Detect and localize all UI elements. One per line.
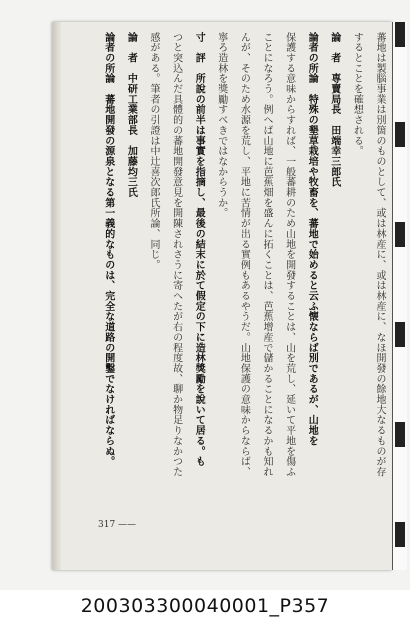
text-column: するとことを確想される。: [351, 32, 363, 157]
text-column: 論者の所論 蕃地開發の源泉となる第一義的なものは、完全な道路の開鑿でなければならぬ。: [102, 32, 114, 467]
text-column: んが、そのため水源を荒し、平地に苦情が出る實例もあるやうだ。山地保護の意味からならば、: [238, 32, 250, 478]
text-column: 論 者 専賣局長 田端幸三郎氏: [328, 32, 340, 188]
page-number: 317 ——: [98, 520, 137, 530]
text-column: 蕃地は製腦事業は別箇のものとして、或は林産に、或は林産に、なほ開發の餘地大なるものが存: [374, 32, 385, 478]
ruler-segment: [395, 22, 405, 47]
ruler-segment: [395, 322, 405, 347]
text-column: つと突込んだ具體的の蕃地開發意見を開陳されさうに寄へたが右の程度故、聊か物足りなかつた: [170, 32, 182, 478]
text-column: ことになろう。例へば山地に芭蕉畑を盛んに拓くことは、芭蕉增産で儲かることになるかも知れ: [261, 32, 272, 478]
ruler-segment: [395, 422, 405, 447]
page-spine-shadow: [52, 22, 62, 570]
ruler-segment: [395, 522, 405, 547]
text-column: 論者の所論 特殊の墾草栽培や牧畜を、蕃地で始めると云ふ懐ならば別であるが、山地を: [306, 32, 318, 446]
scan-ruler: [392, 22, 407, 570]
ruler-segment: [395, 122, 405, 147]
text-column: 寧ろ造林を獎勵すべきではなからうか。: [215, 32, 227, 219]
text-column: 保護する意味からすれば、一般蕃耕のため山地を開發することは、山を荒し、延いて平地を傷ふ: [283, 32, 295, 478]
text-column: 寸 評 所說の前半は事實を指摘し、最後の結末に於て假定の下に造林獎勵を說いて居る。も: [193, 32, 205, 467]
text-column: 感がある。筆者の引證は中辻喜次郎氏所論、同じ。: [148, 32, 159, 271]
text-column: 論 者 中研工業部長 加藤均三氏: [125, 32, 137, 198]
ruler-segment: [395, 222, 405, 247]
vertical-text-block: [86, 32, 388, 532]
image-id-caption: 200303300040001_P357: [80, 595, 330, 617]
